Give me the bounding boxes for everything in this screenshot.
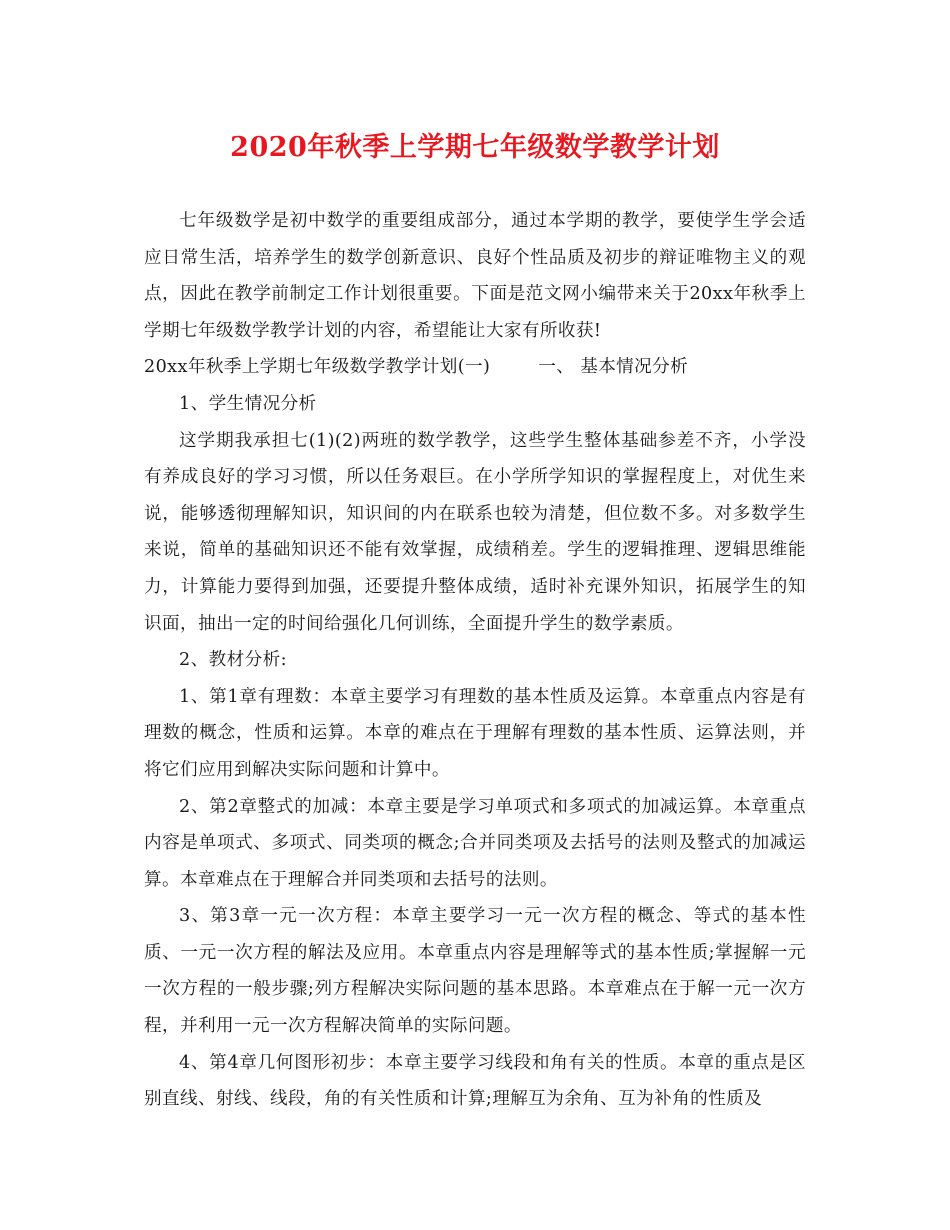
student-analysis-heading: 1、学生情况分析 — [179, 393, 317, 414]
document-title: 2020年秋季上学期七年级数学教学计划 — [230, 132, 720, 163]
intro-paragraph: 七年级数学是初中数学的重要组成部分，通过本学期的教学，要使学生学会适应日常生活，培养学生的数学创新意识、良好个性品质及初步的辩证唯物主义的观点，因此在教学前制定工作计划很重要。下面是范文网小编带来关于20xx年秋季上学期七年级数学教学计划的内容，希望能让大家有所收获! — [144, 211, 806, 341]
section-one-heading: 一、 基本情况分析 — [538, 357, 689, 378]
plan-heading: 20xx年秋季上学期七年级数学教学计划(一) — [144, 357, 491, 378]
document-body — [144, 203, 806, 1118]
chapter-1-paragraph: 1、第1章有理数：本章主要学习有理数的基本性质及运算。本章重点内容是有理数的概念，性质和运算。本章的难点在于理解有理数的基本性质、运算法则，并将它们应用到解决实际问题和计算中。 — [144, 686, 806, 780]
plan-heading-line — [144, 349, 806, 386]
material-analysis-heading: 2、教材分析: — [179, 650, 287, 671]
chapter-2-paragraph: 2、第2章整式的加减：本章主要是学习单项式和多项式的加减运算。本章重点内容是单项式、多项式、同类项的概念;合并同类项及去括号的法则及整式的加减运算。本章难点在于理解合并同类项和去括号的法则。 — [144, 796, 806, 890]
student-analysis-paragraph: 这学期我承担七(1)(2)两班的数学教学，这些学生整体基础参差不齐，小学没有养成良好的学习习惯，所以任务艰巨。在小学所学知识的掌握程度上，对优生来说，能够透彻理解知识，知识间的内在联系也较为清楚，但位数不多。对多数学生来说，简单的基础知识还不能有效掌握，成绩稍差。学生的逻辑推理、逻辑思维能力，计算能力要得到加强，还要提升整体成绩，适时补充课外知识，拓展学生的知识面，抽出一定的时间给强化几何训练，全面提升学生的数学素质。 — [144, 430, 806, 634]
chapter-4-paragraph: 4、第4章几何图形初步：本章主要学习线段和角有关的性质。本章的重点是区别直线、射线、线段，角的有关性质和计算;理解互为余角、互为补角的性质及 — [144, 1052, 806, 1110]
chapter-3-paragraph: 3、第3章一元一次方程：本章主要学习一元一次方程的概念、等式的基本性质、一元一次方程的解法及应用。本章重点内容是理解等式的基本性质;掌握解一元一次方程的一般步骤;列方程解决实际问题的基本思路。本章难点在于解一元一次方程，并利用一元一次方程解决简单的实际问题。 — [144, 906, 806, 1037]
